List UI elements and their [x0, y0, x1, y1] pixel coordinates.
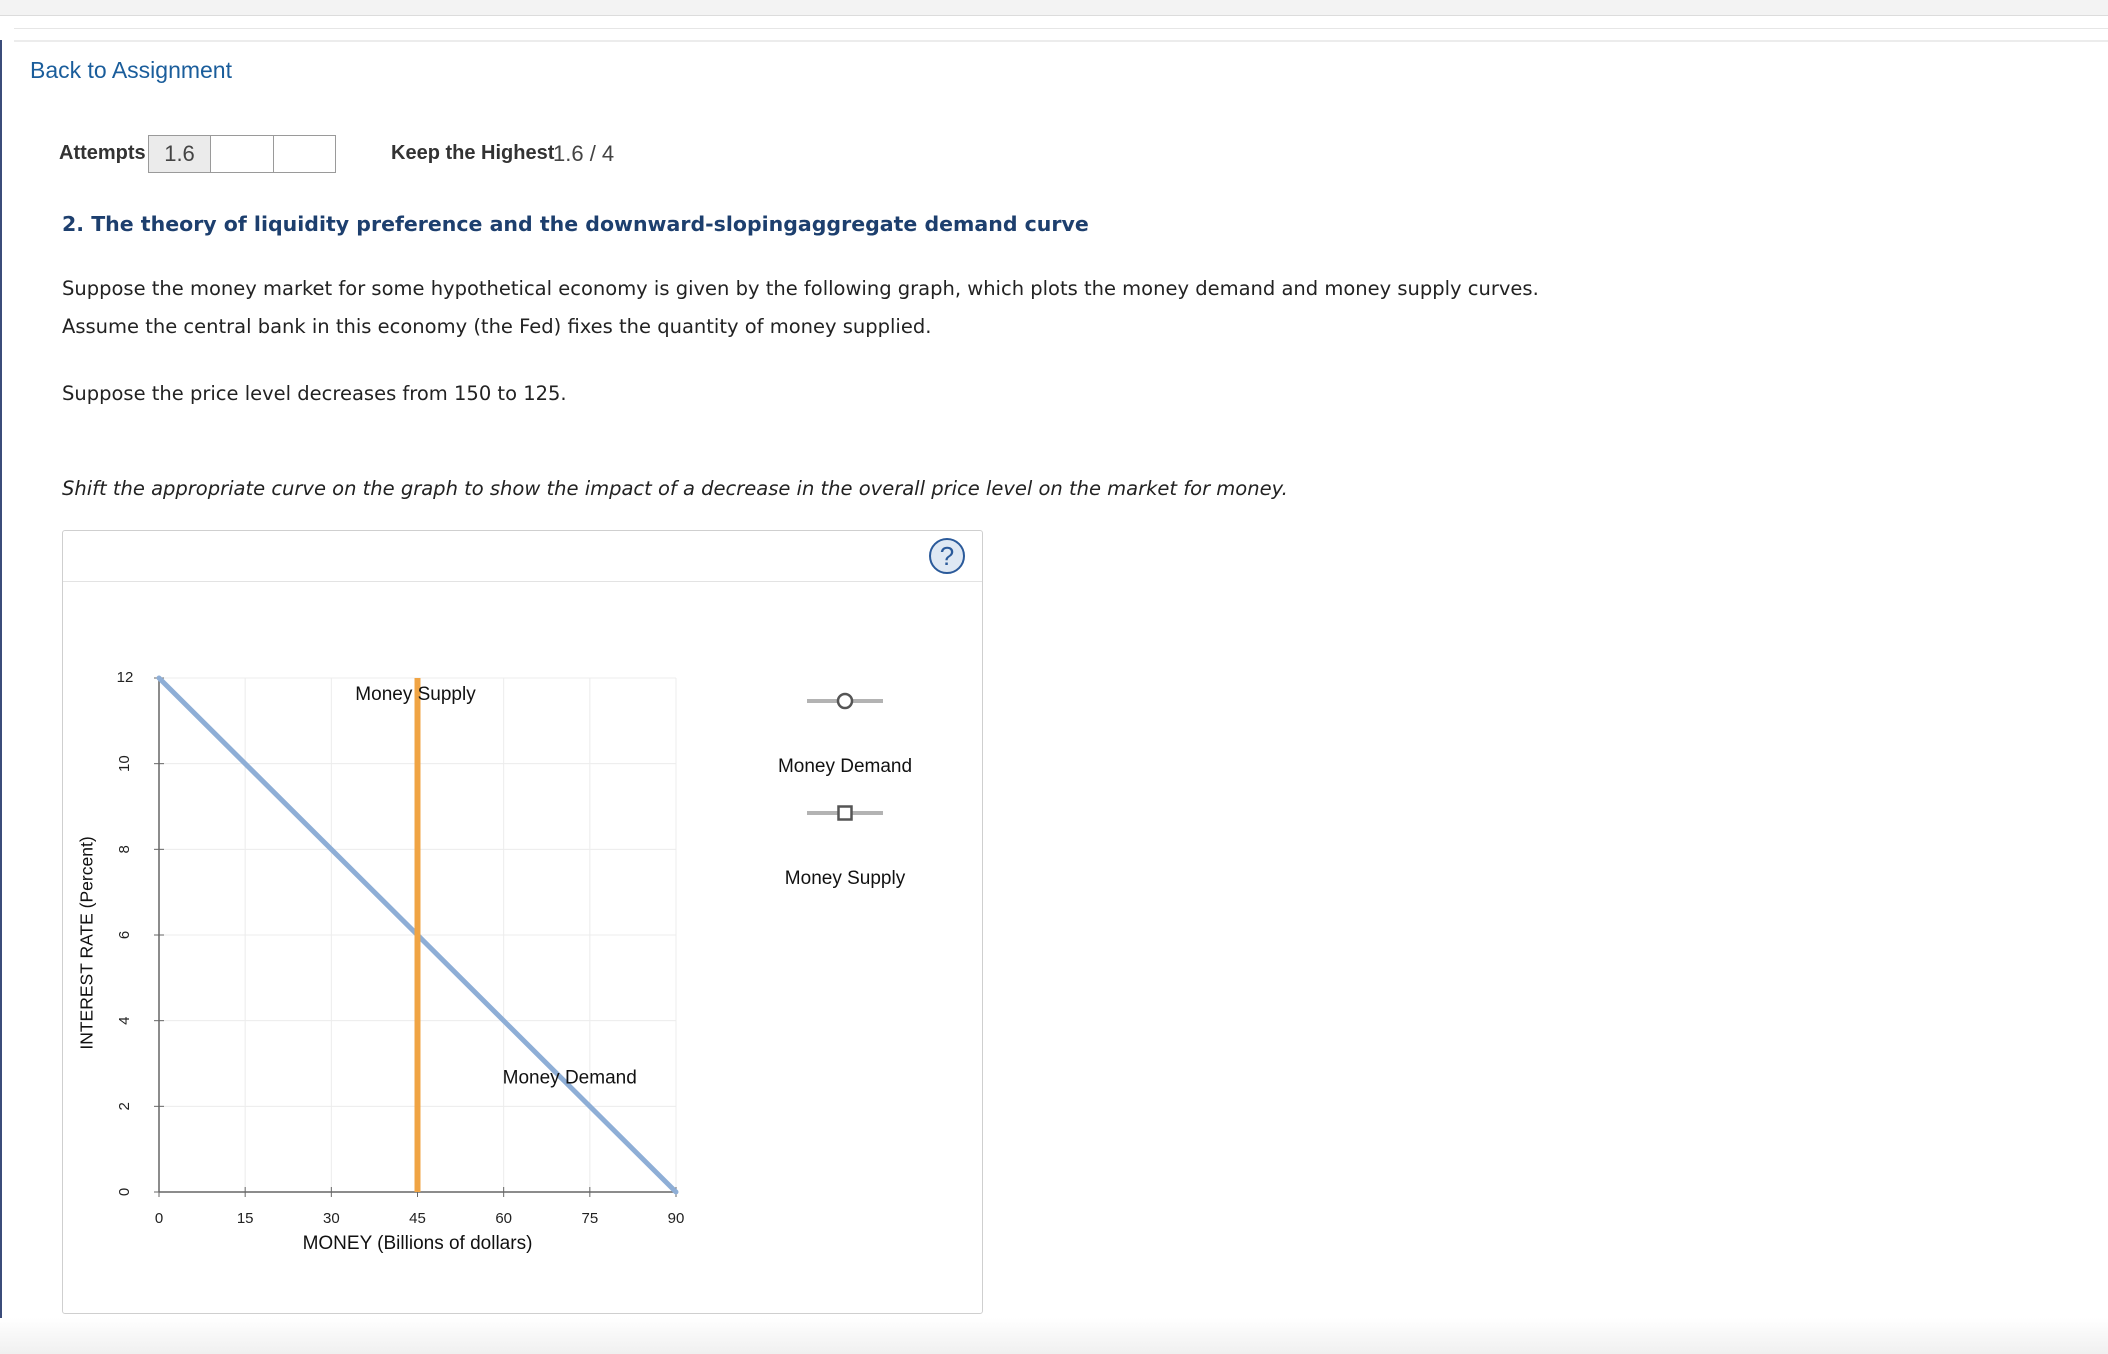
x-tick-label: 90 — [667, 1210, 685, 1227]
back-to-assignment-link[interactable]: Back to Assignment — [30, 57, 232, 83]
graph-panel — [62, 530, 983, 1314]
attempts-label: Attempts — [59, 142, 146, 164]
top-bar — [0, 0, 2108, 16]
question-text-line-2: Assume the central bank in this economy (the Fed) fixes the quantity of money supplied. — [62, 315, 932, 338]
y-tick-label: 12 — [116, 668, 134, 686]
x-tick-label: 15 — [236, 1210, 254, 1227]
question-text-line-1: Suppose the money market for some hypothetical economy is given by the following graph, which plots the money demand and money supply curves. — [62, 277, 1539, 300]
y-tick-label: 8 — [115, 845, 133, 854]
square-marker-icon — [839, 807, 852, 820]
axis-layer — [116, 669, 684, 1227]
bottom-fade — [0, 1318, 2108, 1354]
attempt-box-1: 1.6 — [148, 135, 211, 173]
attempt-box-2 — [210, 135, 274, 173]
circle-marker-icon — [838, 694, 852, 708]
attempt-box-3 — [273, 135, 336, 173]
x-tick-label: 75 — [581, 1210, 599, 1227]
question-mark-icon[interactable]: ? — [929, 538, 965, 574]
y-tick-label: 10 — [115, 755, 133, 773]
divider — [14, 28, 2108, 29]
money-demand-tool[interactable] — [805, 691, 885, 711]
price-level-text: Suppose the price level decreases from 150 to 125. — [62, 382, 567, 405]
left-border — [0, 40, 2, 1354]
y-tick-label: 4 — [115, 1016, 133, 1025]
money-supply-curve-label: Money Supply — [355, 684, 476, 705]
keep-highest-score: 1.6 / 4 — [553, 141, 615, 166]
question-title: 2. The theory of liquidity preference and the downward-slopingaggregate demand curve — [62, 212, 1089, 236]
y-tick-label: 6 — [115, 930, 133, 940]
x-tick-label: 30 — [322, 1210, 340, 1227]
x-tick-label: 0 — [154, 1210, 164, 1227]
x-axis-title: MONEY (Billions of dollars) — [302, 1233, 533, 1254]
y-axis-title: INTEREST RATE (Percent) — [76, 836, 97, 1050]
label-layer — [77, 684, 637, 1254]
x-tick-label: 60 — [495, 1210, 513, 1227]
y-tick-label: 2 — [115, 1102, 133, 1111]
money-market-graph — [63, 531, 982, 1313]
instruction-text: Shift the appropriate curve on the graph to show the impact of a decrease in the overall price level on the market for money. — [62, 477, 1288, 500]
y-tick-label: 0 — [115, 1187, 133, 1197]
legend-money-supply-label: Money Supply — [784, 868, 906, 889]
legend-money-demand-label: Money Demand — [777, 756, 913, 777]
money-demand-curve-label: Money Demand — [502, 1067, 637, 1089]
keep-highest-label: Keep the Highest — [391, 142, 555, 164]
money-supply-tool[interactable] — [805, 803, 885, 823]
x-tick-label: 45 — [409, 1210, 426, 1227]
divider — [14, 40, 2108, 42]
